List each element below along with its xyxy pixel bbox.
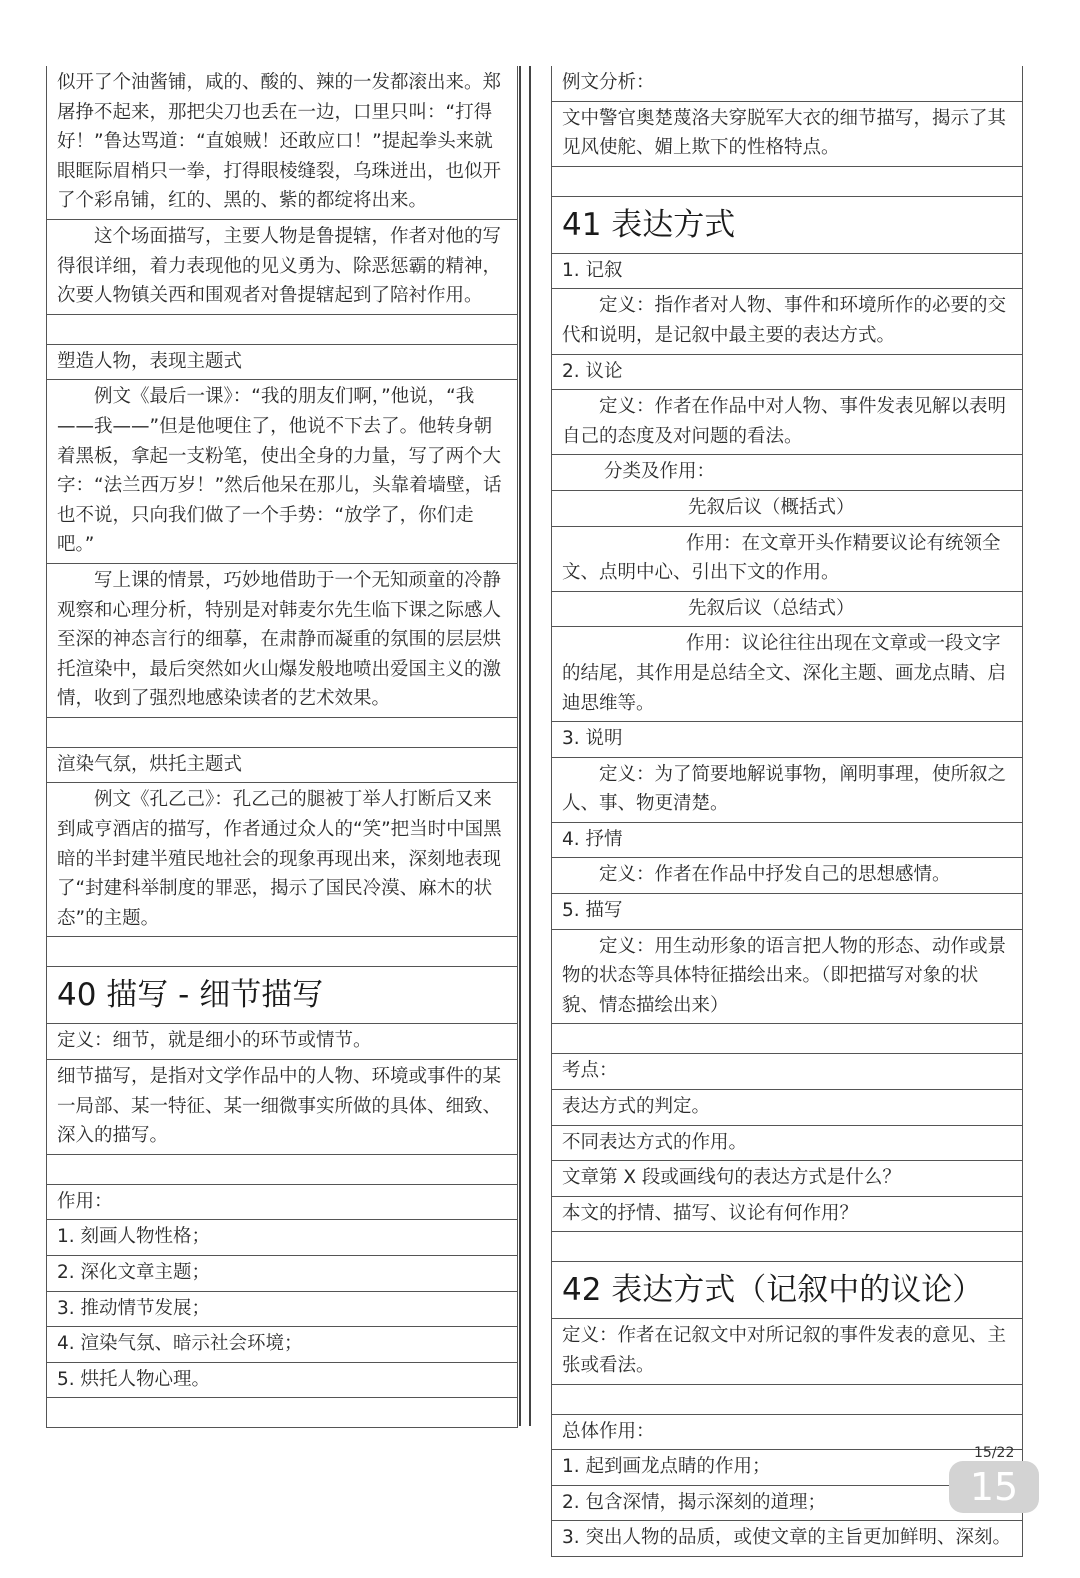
table-row-blank <box>46 718 518 748</box>
table-row-blank <box>46 1398 518 1428</box>
table-row-blank <box>551 1385 1023 1415</box>
table-row-blank <box>46 937 518 967</box>
table-row: 5. 烘托人物心理。 <box>46 1363 518 1399</box>
table-row: 1. 刻画人物性格； <box>46 1220 518 1256</box>
table-row: 定义：为了简要地解说事物，阐明事理，使所叙之人、事、物更清楚。 <box>551 758 1023 823</box>
table-row: 例文《孔乙己》：孔乙己的腿被丁举人打断后又来到咸亨酒店的描写，作者通过众人的“笑”把当时中国黑暗的半封建半殖民地社会的现象再现出来，深刻地表现了“封建科举制度的罪恶，揭示了国民冷漠、麻木的状态”的主题。 <box>46 783 518 937</box>
table-row: 3. 突出人物的品质，或使文章的主旨更加鲜明、深刻。 <box>551 1521 1023 1557</box>
table-row: 定义：作者在记叙文中对所记叙的事件发表的意见、主张或看法。 <box>551 1319 1023 1384</box>
table-row-blank <box>551 1024 1023 1054</box>
table-row: 定义：用生动形象的语言把人物的形态、动作或景物的状态等具体特征描绘出来。（即把描写对象的状貌、情态描绘出来） <box>551 930 1023 1025</box>
table-row: 作用： <box>46 1185 518 1221</box>
table-row: 文中警官奥楚蔑洛夫穿脱军大衣的细节描写，揭示了其见风使舵、媚上欺下的性格特点。 <box>551 102 1023 167</box>
table-row: 1. 起到画龙点睛的作用； <box>551 1450 1023 1486</box>
table-row: 4. 抒情 <box>551 823 1023 859</box>
column-divider <box>519 66 521 1426</box>
table-row: 写上课的情景，巧妙地借助于一个无知顽童的冷静观察和心理分析，特别是对韩麦尔先生临下课之际感人至深的神态言行的细摹，在肃静而凝重的氛围的层层烘托渲染中，最后突然如火山爆发般地喷出爱国主义的激情，收到了强烈地感染读者的艺术效果。 <box>46 564 518 718</box>
table-row-blank <box>551 1232 1023 1262</box>
table-row: 3. 说明 <box>551 722 1023 758</box>
table-row: 定义：作者在作品中抒发自己的思想感情。 <box>551 858 1023 894</box>
column-divider <box>529 66 531 1426</box>
table-row: 细节描写，是指对文学作品中的人物、环境或事件的某一局部、某一特征、某一细微事实所做的具体、细致、深入的描写。 <box>46 1060 518 1155</box>
table-row: 文章第 X 段或画线句的表达方式是什么？ <box>551 1161 1023 1197</box>
table-row: 3. 推动情节发展； <box>46 1292 518 1328</box>
section-heading: 41 表达方式 <box>551 197 1023 254</box>
page-indicator: 15/22 <box>974 1445 1015 1461</box>
table-row: 作用：在文章开头作精要议论有统领全文、点明中心、引出下文的作用。 <box>551 527 1023 592</box>
table-row: 总体作用： <box>551 1415 1023 1451</box>
table-row: 不同表达方式的作用。 <box>551 1126 1023 1162</box>
table-row: 塑造人物，表现主题式 <box>46 345 518 381</box>
section-heading: 42 表达方式（记叙中的议论） <box>551 1262 1023 1319</box>
section-heading: 40 描写 - 细节描写 <box>46 967 518 1024</box>
table-row: 定义：指作者对人物、事件和环境所作的必要的交代和说明，是记叙中最主要的表达方式。 <box>551 289 1023 354</box>
right-column <box>551 66 1023 1557</box>
table-row: 渲染气氛，烘托主题式 <box>46 748 518 784</box>
table-row: 这个场面描写，主要人物是鲁提辖，作者对他的写得很详细，着力表现他的见义勇为、除恶惩霸的精神，次要人物镇关西和围观者对鲁提辖起到了陪衬作用。 <box>46 220 518 315</box>
table-row: 例文《最后一课》：“我的朋友们啊，”他说，“我——我——”但是他哽住了，他说不下去了。他转身朝着黑板，拿起一支粉笔，使出全身的力量，写了两个大字：“法兰西万岁！”然后他呆在那儿，头靠着墙壁，话也不说，只向我们做了一个手势：“放学了，你们走吧。” <box>46 380 518 564</box>
table-row: 2. 深化文章主题； <box>46 1256 518 1292</box>
table-row-blank <box>46 315 518 345</box>
table-row: 4. 渲染气氛、暗示社会环境； <box>46 1327 518 1363</box>
table-row: 表达方式的判定。 <box>551 1090 1023 1126</box>
page-number-badge[interactable]: 15 <box>949 1461 1039 1513</box>
table-row-blank <box>551 167 1023 197</box>
table-row: 先叙后议（总结式） <box>551 592 1023 628</box>
table-row: 2. 包含深情，揭示深刻的道理； <box>551 1486 1023 1522</box>
table-row: 5. 描写 <box>551 894 1023 930</box>
table-row: 1. 记叙 <box>551 254 1023 290</box>
table-row: 作用：议论往往出现在文章或一段文字的结尾，其作用是总结全文、深化主题、画龙点睛、启迪思维等。 <box>551 627 1023 722</box>
table-row: 本文的抒情、描写、议论有何作用？ <box>551 1197 1023 1233</box>
table-row-blank <box>46 1155 518 1185</box>
left-column <box>46 66 518 1428</box>
table-row: 似开了个油酱铺，咸的、酸的、辣的一发都滚出来。郑屠挣不起来，那把尖刀也丢在一边，口里只叫：“打得好！”鲁达骂道：“直娘贼！还敢应口！”提起拳头来就眼眶际眉梢只一拳，打得眼棱缝裂，乌珠迸出，也似开了个彩帛铺，红的、黑的、紫的都绽将出来。 <box>46 66 518 220</box>
table-row: 先叙后议（概括式） <box>551 491 1023 527</box>
table-row: 考点： <box>551 1054 1023 1090</box>
table-row: 定义：作者在作品中对人物、事件发表见解以表明自己的态度及对问题的看法。 <box>551 390 1023 455</box>
table-row: 定义：细节，就是细小的环节或情节。 <box>46 1024 518 1060</box>
table-row: 例文分析： <box>551 66 1023 102</box>
table-row: 分类及作用： <box>551 455 1023 491</box>
table-row: 2. 议论 <box>551 355 1023 391</box>
